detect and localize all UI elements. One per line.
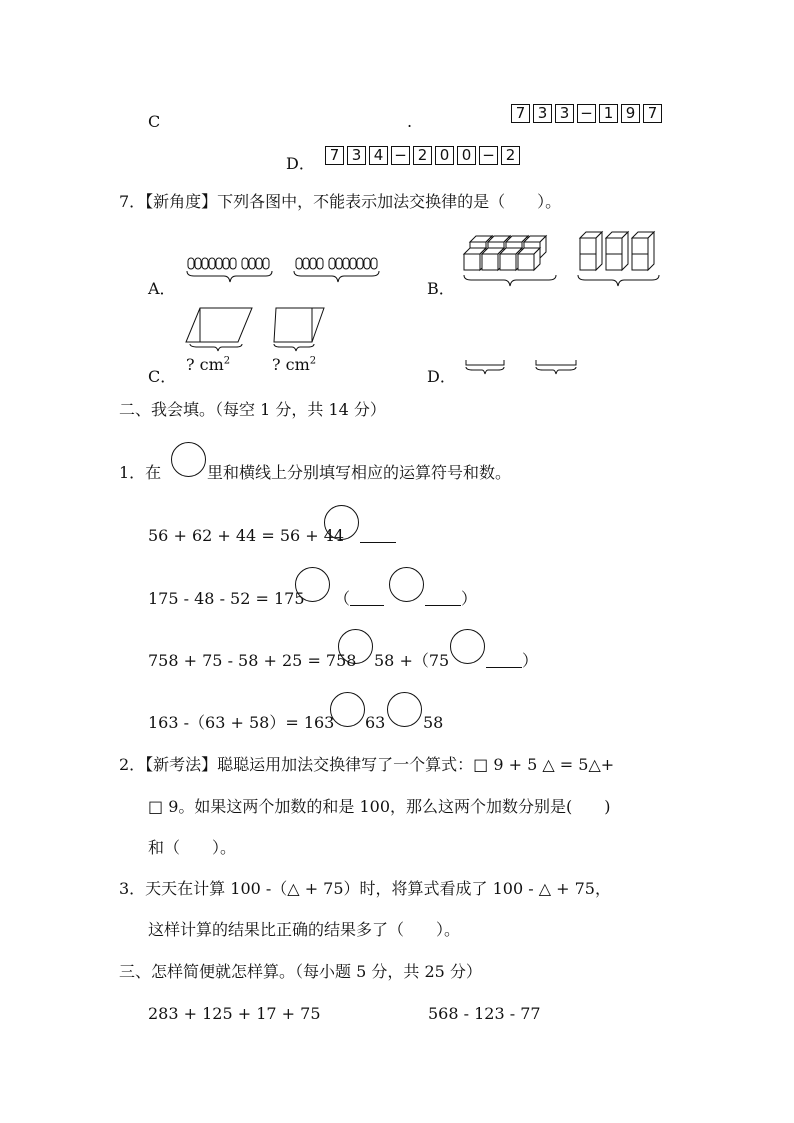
answer-circle[interactable] bbox=[450, 629, 485, 664]
expression-1: 283 + 125 + 17 + 75 bbox=[148, 1004, 321, 1023]
answer-circle[interactable] bbox=[295, 567, 330, 602]
cube-stacks-figure bbox=[462, 228, 667, 294]
question-1-prefix: 1．在 bbox=[119, 463, 162, 482]
parallelogram-figure bbox=[184, 306, 334, 352]
equation-2-left: 175 - 48 - 52 = 175 bbox=[148, 589, 305, 608]
part-2-title: 二、我会填。（每空 1 分，共 14 分） bbox=[119, 400, 386, 419]
equation-3-left: 758 + 75 - 58 + 25 = 758 bbox=[148, 651, 357, 670]
bead-groups-figure bbox=[184, 252, 396, 288]
answer-circle[interactable] bbox=[338, 629, 373, 664]
answer-circle[interactable] bbox=[324, 505, 359, 540]
digit-box: 7 bbox=[325, 146, 344, 165]
digit-box: 3 bbox=[347, 146, 366, 165]
digit-box: 0 bbox=[457, 146, 476, 165]
question-3-line-2: 这样计算的结果比正确的结果多了（ ）。 bbox=[148, 920, 461, 939]
digit-box: 2 bbox=[413, 146, 432, 165]
answer-circle[interactable] bbox=[171, 442, 206, 477]
equation-2-open-paren: （ bbox=[334, 589, 351, 608]
option-a-label: A． bbox=[148, 279, 176, 298]
answer-circle[interactable] bbox=[389, 567, 424, 602]
question-7-stem: 7．【新角度】下列各图中，不能表示加法交换律的是（ ）。 bbox=[119, 192, 562, 211]
answer-circle[interactable] bbox=[330, 692, 365, 727]
digit-box: 9 bbox=[621, 104, 640, 123]
digit-box: − bbox=[479, 146, 498, 165]
answer-blank[interactable] bbox=[425, 585, 461, 606]
equation-2-close-paren: ） bbox=[461, 589, 478, 608]
option-c-digit-boxes bbox=[511, 104, 665, 123]
equation-3-middle: 58 +（75 bbox=[374, 651, 450, 670]
option-c-label: C bbox=[148, 112, 161, 131]
option-d-label-q7: D． bbox=[427, 367, 456, 386]
question-1-suffix: 里和横线上分别填写相应的运算符号和数。 bbox=[207, 463, 512, 482]
option-c-label-q7: C． bbox=[148, 367, 177, 386]
answer-blank[interactable] bbox=[360, 522, 396, 543]
digit-box: 7 bbox=[511, 104, 530, 123]
option-c-dot: . bbox=[407, 112, 413, 131]
digit-box: 4 bbox=[369, 146, 388, 165]
digit-box: 7 bbox=[643, 104, 662, 123]
digit-box: 0 bbox=[435, 146, 454, 165]
question-2-line-2: □ 9。如果这两个加数的和是 100，那么这两个加数分别是( ) bbox=[148, 797, 611, 816]
digit-box: − bbox=[391, 146, 410, 165]
equation-4-left: 163 -（63 + 58）= 163 bbox=[148, 713, 335, 732]
area-label-left: ? $cm^2$ bbox=[186, 355, 231, 374]
option-d-digit-boxes bbox=[325, 146, 523, 165]
digit-box: 3 bbox=[555, 104, 574, 123]
answer-blank[interactable] bbox=[486, 647, 522, 668]
digit-box: − bbox=[577, 104, 596, 123]
equation-3-close-paren: ） bbox=[522, 651, 539, 670]
equation-1: 56 + 62 + 44 = 56 + 44 bbox=[148, 526, 345, 545]
digit-box: 1 bbox=[599, 104, 618, 123]
digit-box: 2 bbox=[501, 146, 520, 165]
part-3-title: 三、怎样简便就怎样算。（每小题 5 分，共 25 分） bbox=[119, 962, 482, 981]
equation-4-middle: 63 bbox=[365, 713, 386, 732]
answer-blank[interactable] bbox=[350, 585, 384, 606]
option-b-label: B． bbox=[427, 279, 455, 298]
question-2-line-1: 2．【新考法】聪聪运用加法交换律写了一个算式：□ 9 + 5 △ = 5△+ bbox=[119, 755, 615, 774]
expression-2: 568 - 123 - 77 bbox=[428, 1004, 541, 1023]
brace-segments-figure bbox=[462, 358, 587, 376]
question-3-line-1: 3．天天在计算 100 -（△ + 75）时，将算式看成了 100 - △ + 75， bbox=[119, 879, 611, 898]
area-label-right: ? $cm^2$ bbox=[272, 355, 317, 374]
equation-4-right: 58 bbox=[423, 713, 444, 732]
question-2-line-3: 和（ ）。 bbox=[148, 838, 237, 857]
option-d-label: D． bbox=[286, 154, 315, 173]
answer-circle[interactable] bbox=[387, 692, 422, 727]
digit-box: 3 bbox=[533, 104, 552, 123]
